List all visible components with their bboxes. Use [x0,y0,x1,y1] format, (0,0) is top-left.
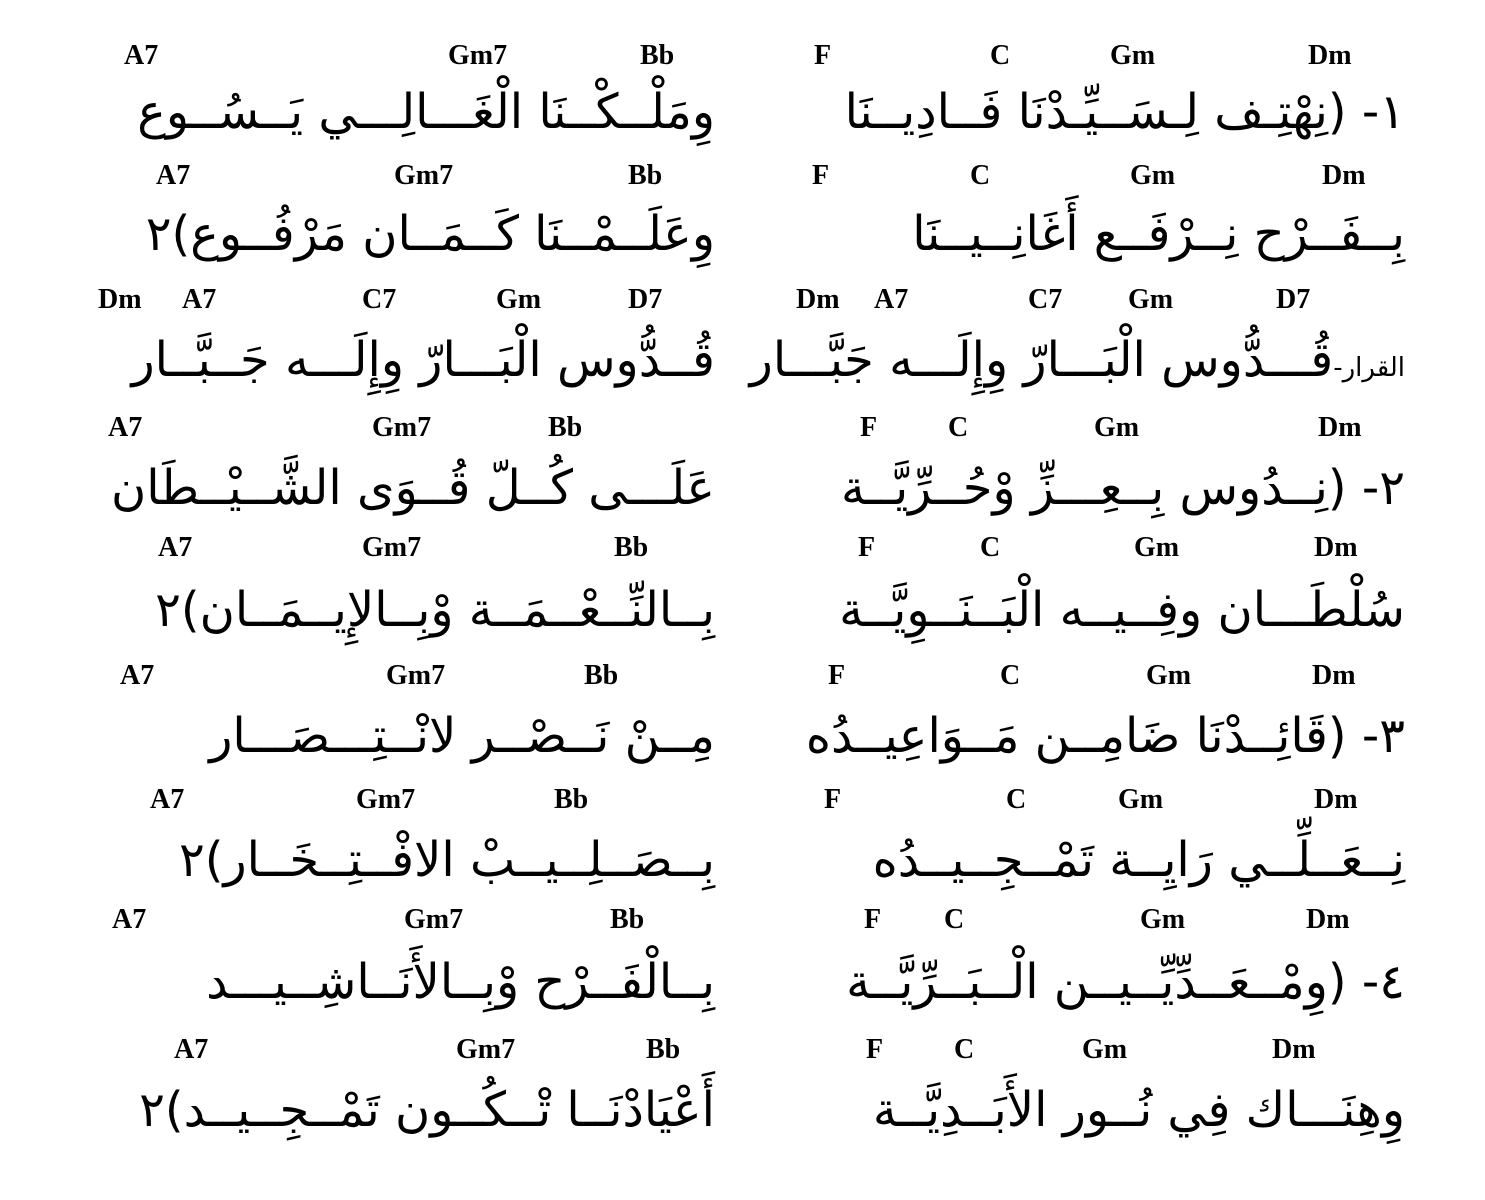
lyric-line: ٤- (وِمْــعَــدِّيِّــيــن الْــبَــرِّيَّــة [846,954,1405,1010]
chord: F [860,412,878,443]
chord: Dm [1312,660,1356,691]
chord: F [866,1034,884,1065]
chord: A7 [158,532,193,563]
chord: F [828,660,846,691]
chord: Dm [1272,1034,1316,1065]
lyric-line: وِعَلَــمْــنَا كَــمَــان مَرْفُــوع)٢ [145,206,715,262]
chord: A7 [150,784,185,815]
chord: A7 [174,1034,209,1065]
chord: Gm [1082,1034,1128,1065]
chord: Bb [584,660,619,691]
chord: Dm [1308,40,1352,71]
chord: A7 [112,904,147,935]
chord: F [824,784,842,815]
lyric-line: ١- (نِهْتِـف لِـسَــيِّـدْنَا فَــادِيــنَا [844,84,1405,140]
chord: Gm7 [362,532,422,563]
chord: Gm7 [356,784,416,815]
chord: C [954,1034,975,1065]
chord: Bb [614,532,649,563]
chorus-line [749,328,1405,400]
chord: D7 [1276,284,1311,315]
lyric-line: قُــدُّوس الْبَـــارّ وِإِلَـــه جَــبَّــار [131,332,715,388]
chord: Gm [1094,412,1140,443]
chord: A7 [874,284,909,315]
chord: Gm7 [386,660,446,691]
chord: Bb [646,1034,681,1065]
lyric-line: أَعْيَادْنَــا تْــكُــون تَمْــجِــيــد)٢ [139,1082,715,1138]
lyric-line: وِهِنَـــاك فِي نُــور الأَبَــدِيَّــة [872,1082,1405,1138]
chord: Gm7 [404,904,464,935]
chord: A7 [120,660,155,691]
lyric-line: مِــنْ نَــصْــر لانْــتِـــصَـــار [209,708,715,764]
lyric-line: عَلَـــى كُــلّ قُــوَى الشَّــيْــطَان [110,460,715,516]
chord: Dm [1314,532,1358,563]
chord: Gm7 [456,1034,516,1065]
chord: Gm [496,284,542,315]
chord: A7 [124,40,159,71]
chord: Bb [554,784,589,815]
chord: C [944,904,965,935]
chord: Gm [1118,784,1164,815]
chord: A7 [182,284,217,315]
chord: Gm [1134,532,1180,563]
chord: C [990,40,1011,71]
chord: D7 [628,284,663,315]
chord: F [858,532,876,563]
chord: C [1000,660,1021,691]
chord: A7 [156,160,191,191]
chord: Gm [1130,160,1176,191]
chord: Bb [628,160,663,191]
chord: Gm [1110,40,1156,71]
lyric-line: سُلْطَـــان وفِــيــه الْبَــنَــوِيَّــة [839,582,1405,638]
chord: F [814,40,832,71]
chord: Gm7 [448,40,508,71]
chord: C7 [1028,284,1063,315]
lyric-line: قُـــدُّوس الْبَـــارّ وِإِلَـــه جَبَّـــار [749,332,1334,388]
lyric-line: ٣- (قَائِــدْنَا ضَامِــن مَــوَاعِيــدُه [805,708,1405,764]
lyric-line: بِــالنِّــعْــمَــة وْبِــالإِيــمَــان)٢ [155,582,715,638]
chord: A7 [108,412,143,443]
chord: Dm [1306,904,1350,935]
lyric-line: ٢- (نِــدُوس بِــعِـــزِّ وْحُــرِّيَّــة [840,460,1405,516]
chord: Bb [640,40,675,71]
chord: Gm7 [372,412,432,443]
lyric-line: بِــفَــرْح نِــرْفَــع أَغَانِــيــنَا [912,206,1405,262]
chord: Gm [1140,904,1186,935]
chord: C [948,412,969,443]
chord: F [864,904,882,935]
chord: Bb [610,904,645,935]
chord: Dm [98,284,142,315]
chord: C7 [362,284,397,315]
chord: Bb [548,412,583,443]
chord: C [970,160,991,191]
chord: Gm [1146,660,1192,691]
chorus-label: القرار- [1333,353,1405,383]
lyric-line: بِــصَــلِــيــبْ الافْــتِــخَــار)٢ [178,832,715,888]
chord: Dm [1322,160,1366,191]
chord: Gm7 [394,160,454,191]
chord: Gm [1128,284,1174,315]
chord: Dm [1314,784,1358,815]
chord: C [980,532,1001,563]
chord: Dm [796,284,840,315]
lyric-line: بِــالْفَــرْح وْبِــالأَنَــاشِــيـــد [206,954,715,1010]
chord: C [1006,784,1027,815]
lyric-line: نِــعَــلِّــي رَايِــة تَمْــجِــيــدُه [872,832,1405,888]
lyric-line: وِمَلْــكْــنَا الْغَـــالِـــي يَــسُــوع [137,84,715,140]
chord: F [812,160,830,191]
chord: Dm [1318,412,1362,443]
